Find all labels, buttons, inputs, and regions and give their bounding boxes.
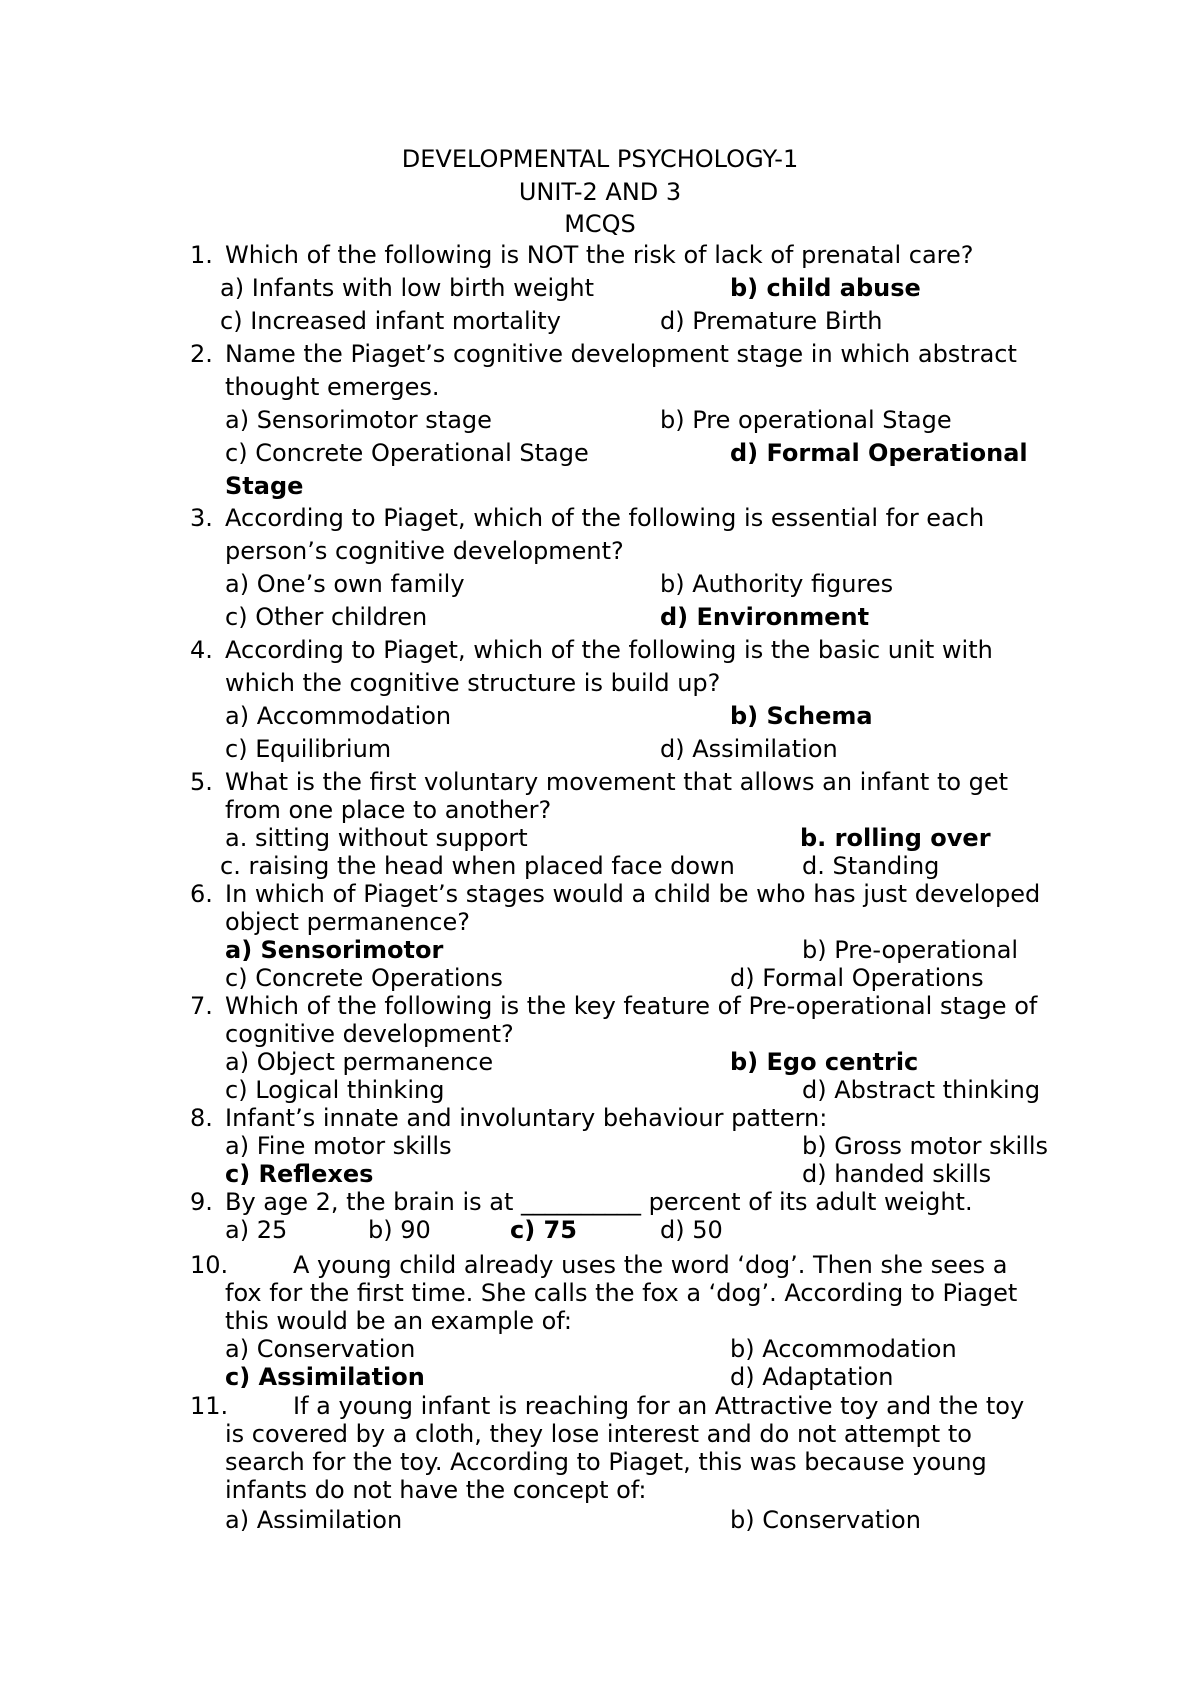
option-a-correct: a) Sensorimotor bbox=[225, 936, 444, 964]
option-c: c) Other children bbox=[225, 603, 428, 631]
question-text: Name the Piaget’s cognitive development stage in which abstract bbox=[225, 340, 1017, 368]
question-number: 9. bbox=[190, 1188, 213, 1216]
question-text: If a young infant is reaching for an Attractive toy and the toy bbox=[293, 1392, 1025, 1420]
question-number: 10. bbox=[190, 1251, 229, 1279]
option-a: a) Assimilation bbox=[225, 1506, 403, 1534]
option-a: a) Object permanence bbox=[225, 1048, 494, 1076]
question-text: Which of the following is the key feature of Pre-operational stage of bbox=[225, 992, 1038, 1020]
option-c: c. raising the head when placed face down bbox=[220, 852, 735, 880]
option-b: b) Authority figures bbox=[660, 570, 894, 598]
option-a: a. sitting without support bbox=[225, 824, 528, 852]
question-text: A young child already uses the word ‘dog’. Then she sees a bbox=[293, 1251, 1008, 1279]
question-number: 5. bbox=[190, 768, 213, 796]
question-text: cognitive development? bbox=[225, 1020, 514, 1048]
question-text: thought emerges. bbox=[225, 373, 440, 401]
option-d: d) Adaptation bbox=[730, 1363, 894, 1391]
question-text: is covered by a cloth, they lose interest and do not attempt to bbox=[225, 1420, 972, 1448]
option-c: c) Increased infant mortality bbox=[220, 307, 561, 335]
option-c: c) Logical thinking bbox=[225, 1076, 445, 1104]
option-b-correct: b) Schema bbox=[730, 702, 873, 730]
option-a: a) Fine motor skills bbox=[225, 1132, 452, 1160]
option-d: d) 50 bbox=[660, 1216, 723, 1244]
option-b-correct: b) child abuse bbox=[730, 274, 921, 302]
question-number: 3. bbox=[190, 504, 213, 532]
question-text: fox for the first time. She calls the fox a ‘dog’. According to Piaget bbox=[225, 1279, 1018, 1307]
question-text: What is the first voluntary movement that allows an infant to get bbox=[225, 768, 1009, 796]
question-text: object permanence? bbox=[225, 908, 471, 936]
question-number: 11. bbox=[190, 1392, 229, 1420]
question-text: By age 2, the brain is at __________ percent of its adult weight. bbox=[225, 1188, 973, 1216]
option-c-correct: c) Assimilation bbox=[225, 1363, 425, 1391]
option-b: b) Accommodation bbox=[730, 1335, 957, 1363]
option-b: b) Pre-operational bbox=[802, 936, 1019, 964]
option-a: a) Accommodation bbox=[225, 702, 452, 730]
option-a: a) Conservation bbox=[225, 1335, 416, 1363]
question-text: infants do not have the concept of: bbox=[225, 1476, 647, 1504]
option-c: c) Equilibrium bbox=[225, 735, 392, 763]
question-number: 2. bbox=[190, 340, 213, 368]
option-c-correct: c) 75 bbox=[510, 1216, 577, 1244]
question-number: 4. bbox=[190, 636, 213, 664]
document-section: MCQS bbox=[564, 210, 636, 238]
document-title: DEVELOPMENTAL PSYCHOLOGY-1 bbox=[401, 145, 799, 173]
option-a: a) One’s own family bbox=[225, 570, 465, 598]
option-d: d) Assimilation bbox=[660, 735, 838, 763]
question-number: 8. bbox=[190, 1104, 213, 1132]
option-b: b) Gross motor skills bbox=[802, 1132, 1049, 1160]
question-text: person’s cognitive development? bbox=[225, 537, 624, 565]
option-b-correct: b) Ego centric bbox=[730, 1048, 919, 1076]
option-d-correct-continued: Stage bbox=[225, 472, 304, 500]
question-text: According to Piaget, which of the following is the basic unit with bbox=[225, 636, 993, 664]
option-d: d. Standing bbox=[802, 852, 940, 880]
document-unit: UNIT-2 AND 3 bbox=[518, 178, 682, 206]
option-d-correct: d) Environment bbox=[660, 603, 870, 631]
option-b: b) 90 bbox=[368, 1216, 431, 1244]
question-text: Infant’s innate and involuntary behaviour pattern: bbox=[225, 1104, 828, 1132]
option-c: c) Concrete Operational Stage bbox=[225, 439, 589, 467]
option-a: a) Sensorimotor stage bbox=[225, 406, 492, 434]
question-number: 1. bbox=[190, 241, 213, 269]
option-a: a) 25 bbox=[225, 1216, 288, 1244]
question-text: this would be an example of: bbox=[225, 1307, 572, 1335]
option-c: c) Concrete Operations bbox=[225, 964, 503, 992]
question-text: from one place to another? bbox=[225, 796, 552, 824]
question-number: 6. bbox=[190, 880, 213, 908]
option-a: a) Infants with low birth weight bbox=[220, 274, 594, 302]
option-d: d) handed skills bbox=[802, 1160, 992, 1188]
option-d: d) Formal Operations bbox=[730, 964, 984, 992]
option-d-correct: d) Formal Operational bbox=[730, 439, 1028, 467]
question-number: 7. bbox=[190, 992, 213, 1020]
option-d: d) Abstract thinking bbox=[802, 1076, 1041, 1104]
question-text: Which of the following is NOT the risk of lack of prenatal care? bbox=[225, 241, 974, 269]
question-text: According to Piaget, which of the following is essential for each bbox=[225, 504, 985, 532]
question-text: which the cognitive structure is build up? bbox=[225, 669, 721, 697]
option-b-correct: b. rolling over bbox=[800, 824, 991, 852]
option-b: b) Pre operational Stage bbox=[660, 406, 952, 434]
question-text: search for the toy. According to Piaget, this was because young bbox=[225, 1448, 987, 1476]
option-d: d) Premature Birth bbox=[660, 307, 883, 335]
option-b: b) Conservation bbox=[730, 1506, 921, 1534]
option-c-correct: c) Reflexes bbox=[225, 1160, 374, 1188]
question-text: In which of Piaget’s stages would a child be who has just developed bbox=[225, 880, 1041, 908]
